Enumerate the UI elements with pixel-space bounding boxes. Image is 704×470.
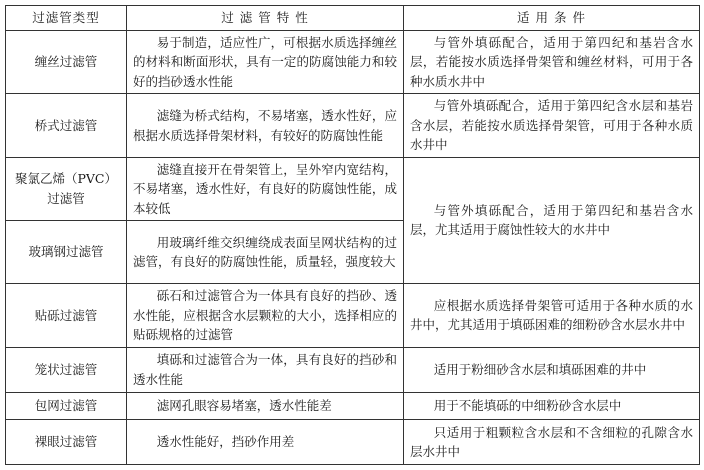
header-type: 过滤管类型 xyxy=(6,6,127,31)
characteristics-cell: 用玻璃纤维交织缠绕成表面呈网状结构的过滤管，有良好的防腐蚀性能，质量轻，强度较大 xyxy=(127,221,404,284)
header-characteristics: 过 滤 管 特 性 xyxy=(127,6,404,31)
filter-tube-table xyxy=(5,5,700,465)
type-cell: 玻璃钢过滤管 xyxy=(6,221,127,284)
characteristics-cell: 透水性能好，挡砂作用差 xyxy=(127,419,404,464)
characteristics-cell: 滤缝为桥式结构，不易堵塞，透水性好，应根据水质选择骨架材料，有较好的防腐蚀性能 xyxy=(127,94,404,157)
type-cell: 缠丝过滤管 xyxy=(6,31,127,94)
table-row xyxy=(6,419,700,464)
type-cell: 桥式过滤管 xyxy=(6,94,127,157)
table-row xyxy=(6,157,700,220)
conditions-cell: 适用于粉细砂含水层和填砾困难的井中 xyxy=(404,347,700,392)
table-row xyxy=(6,347,700,392)
characteristics-cell: 砾石和过滤管合为一体具有良好的挡砂、透水性能，应根据含水层颗粒的大小，选择相应的贴砾规格的过滤管 xyxy=(127,284,404,347)
conditions-cell: 应根据水质选择骨架管可适用于各种水质的水井中，尤其适用于填砾困难的细粉砂含水层水井中 xyxy=(404,284,700,347)
table-row xyxy=(6,94,700,157)
table-row xyxy=(6,31,700,94)
table-header-row xyxy=(6,6,700,31)
table-row xyxy=(6,392,700,419)
conditions-cell: 与管外填砾配合，适用于第四纪和基岩含水层，尤其适用于腐蚀性较大的水井中 xyxy=(404,157,700,284)
type-cell: 聚氯乙烯（PVC）过滤管 xyxy=(6,157,127,220)
characteristics-cell: 滤网孔眼容易堵塞，透水性能差 xyxy=(127,392,404,419)
conditions-cell: 用于不能填砾的中细粉砂含水层中 xyxy=(404,392,700,419)
conditions-cell: 只适用于粗颗粒含水层和不含细粒的孔隙含水层水井中 xyxy=(404,419,700,464)
characteristics-cell: 易于制造，适应性广，可根据水质选择缠丝的材料和断面形状，具有一定的防腐蚀能力和较好的挡砂透水性能 xyxy=(127,31,404,94)
conditions-cell: 与管外填砾配合，适用于第四纪含水层和基岩含水层，若能按水质选择骨架管，可用于各种水质水井中 xyxy=(404,94,700,157)
table-row xyxy=(6,284,700,347)
characteristics-cell: 滤缝直接开在骨架管上，呈外窄内宽结构，不易堵塞，透水性好，有良好的防腐蚀性能，成本较低 xyxy=(127,157,404,220)
conditions-cell: 与管外填砾配合，适用于第四纪和基岩含水层，若能按水质选择骨架管和缠丝材料，可用于各种水质水井中 xyxy=(404,31,700,94)
type-cell: 包网过滤管 xyxy=(6,392,127,419)
type-cell: 裸眼过滤管 xyxy=(6,419,127,464)
header-conditions: 适 用 条 件 xyxy=(404,6,700,31)
type-cell: 笼状过滤管 xyxy=(6,347,127,392)
type-cell: 贴砾过滤管 xyxy=(6,284,127,347)
characteristics-cell: 填砾和过滤管合为一体，具有良好的挡砂和透水性能 xyxy=(127,347,404,392)
